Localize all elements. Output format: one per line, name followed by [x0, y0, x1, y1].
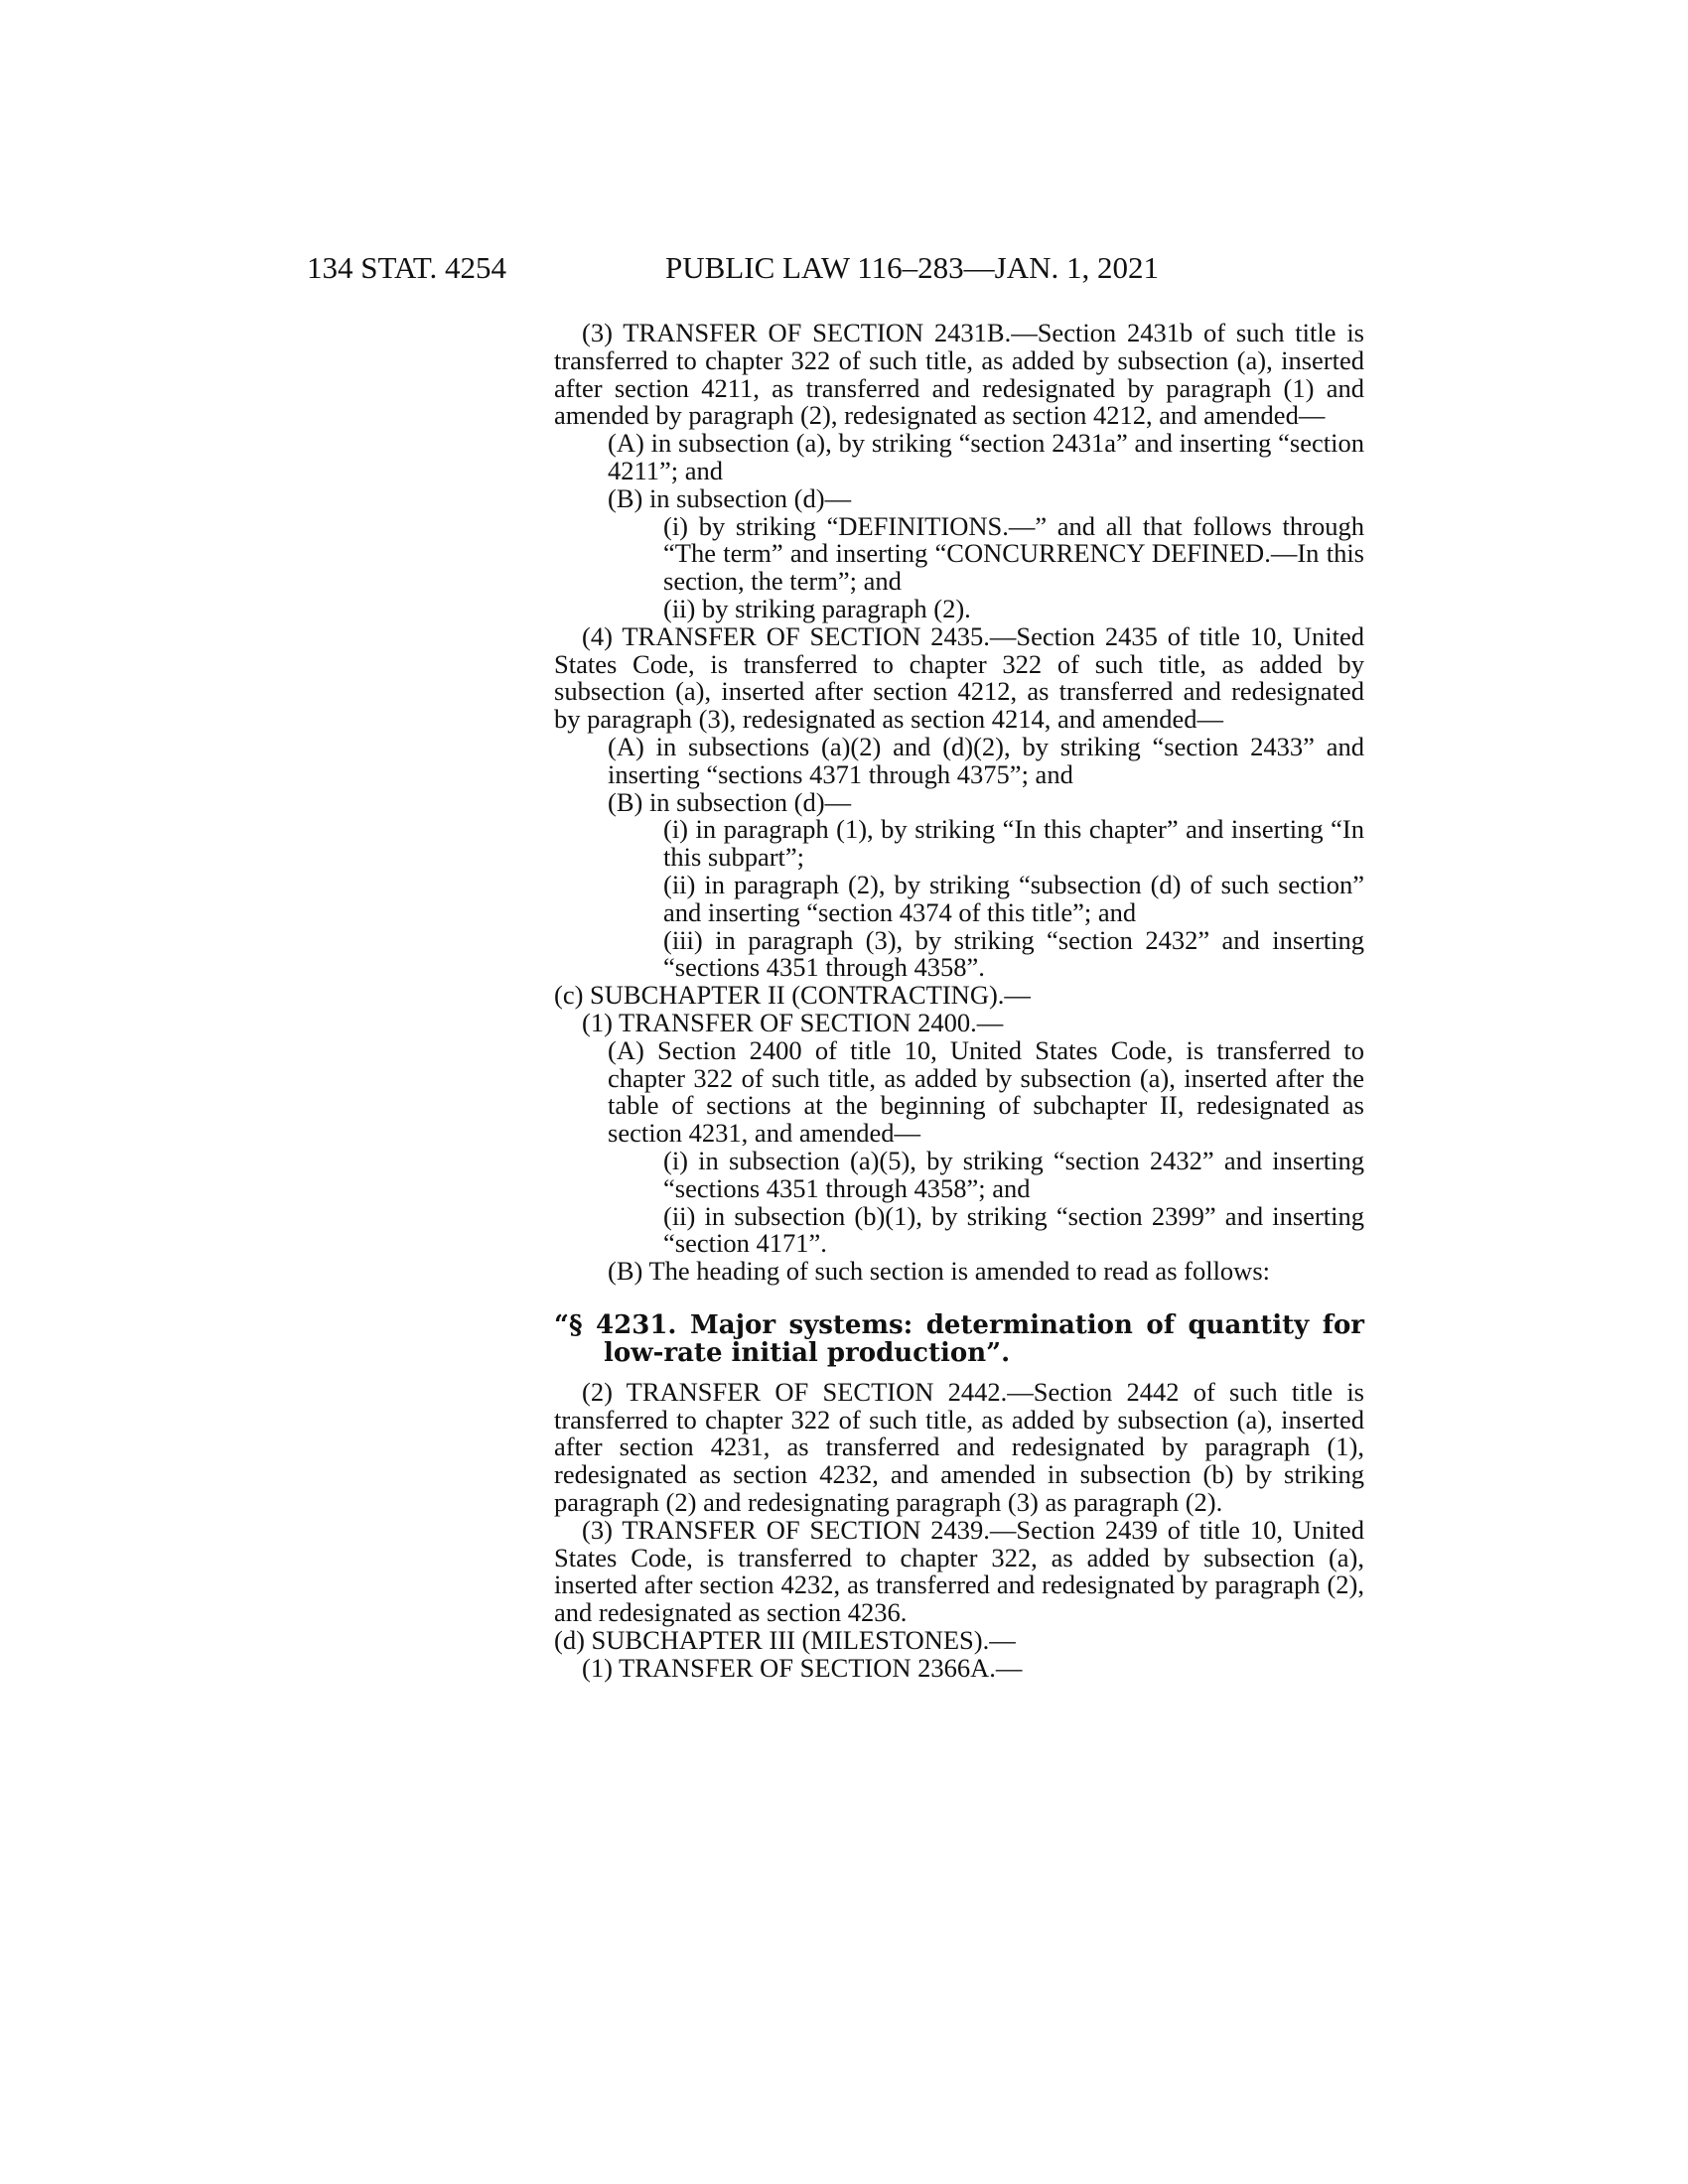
document-body: [554, 320, 1364, 1683]
public-law-title: PUBLIC LAW 116–283—JAN. 1, 2021: [665, 250, 1159, 285]
body-part-1: [554, 320, 1364, 1286]
paragraph: (ii) in paragraph (2), by striking “subsection (d) of such section” and inserting “section 4374 of this title”; and: [663, 869, 1364, 927]
paragraph: (c) SUBCHAPTER II (CONTRACTING).—: [554, 980, 1031, 1011]
paragraph: (ii) in subsection (b)(1), by striking “section 2399” and inserting “section 4171”.: [663, 1200, 1364, 1259]
paragraph: (B) in subsection (d)—: [608, 786, 852, 817]
paragraph: (ii) by striking paragraph (2).: [663, 593, 971, 623]
running-header: [0, 246, 1688, 290]
section-heading: “§ 4231. Major systems: determination of quantity for low-rate initial production”.: [554, 1309, 1364, 1368]
paragraph: (i) by striking “DEFINITIONS.—” and all that follows through “The term” and inserting “CONCURRENCY DEFINED.—In this section, the term”; and: [663, 510, 1364, 597]
paragraph: (A) in subsection (a), by striking “section 2431a” and inserting “section 4211”; and: [608, 428, 1364, 485]
paragraph: (i) in paragraph (1), by striking “In this chapter” and inserting “In this subpart”;: [663, 814, 1364, 873]
paragraph: (2) TRANSFER OF SECTION 2442.—Section 2442 of such title is transferred to chapter 322 of such title, as added by subsection (a), inserted after section 4231, as transferred and redesignated by paragraph (1), redesignated as section 4232, and amended in subsection (b) by striking paragraph (2) and redesignating paragraph (3) as paragraph (2).: [554, 1376, 1364, 1518]
paragraph: (3) TRANSFER OF SECTION 2431B.—Section 2431b of such title is transferred to chapter 322 of such title, as added by subsection (a), inserted after section 4211, as transferred and redesignated by paragraph (1) and amended by paragraph (2), redesignated as section 4212, and amended—: [554, 318, 1364, 431]
paragraph: (A) in subsections (a)(2) and (d)(2), by striking “section 2433” and inserting “sections 4371 through 4375”; and: [608, 731, 1364, 789]
paragraph: (B) in subsection (d)—: [608, 482, 852, 513]
paragraph: (d) SUBCHAPTER III (MILESTONES).—: [554, 1625, 1016, 1656]
paragraph: (1) TRANSFER OF SECTION 2400.—: [582, 1007, 1004, 1037]
paragraph: (i) in subsection (a)(5), by striking “section 2432” and inserting “sections 4351 through 4358”; and: [663, 1145, 1364, 1203]
paragraph: (B) The heading of such section is amended to read as follows:: [608, 1256, 1270, 1287]
body-part-2: [554, 1376, 1364, 1683]
paragraph: (1) TRANSFER OF SECTION 2366A.—: [582, 1652, 1023, 1683]
statute-page-citation: 134 STAT. 4254: [307, 250, 507, 285]
paragraph: (4) TRANSFER OF SECTION 2435.—Section 2435 of title 10, United States Code, is transferred to chapter 322 of such title, as added by subsection (a), inserted after section 4212, as transferred and redesignated by paragraph (3), redesignated as section 4214, and amended—: [554, 620, 1364, 735]
paragraph: (iii) in paragraph (3), by striking “section 2432” and inserting “sections 4351 through 4358”.: [663, 924, 1364, 983]
paragraph: (3) TRANSFER OF SECTION 2439.—Section 2439 of title 10, United States Code, is transferred to chapter 322, as added by subsection (a), inserted after section 4232, as transferred and redesignated by paragraph (2), and redesignated as section 4236.: [554, 1514, 1364, 1628]
paragraph: (A) Section 2400 of title 10, United States Code, is transferred to chapter 322 of such title, as added by subsection (a), inserted after the table of sections at the beginning of subchapter II, redesignated as section 4231, and amended—: [608, 1034, 1364, 1149]
